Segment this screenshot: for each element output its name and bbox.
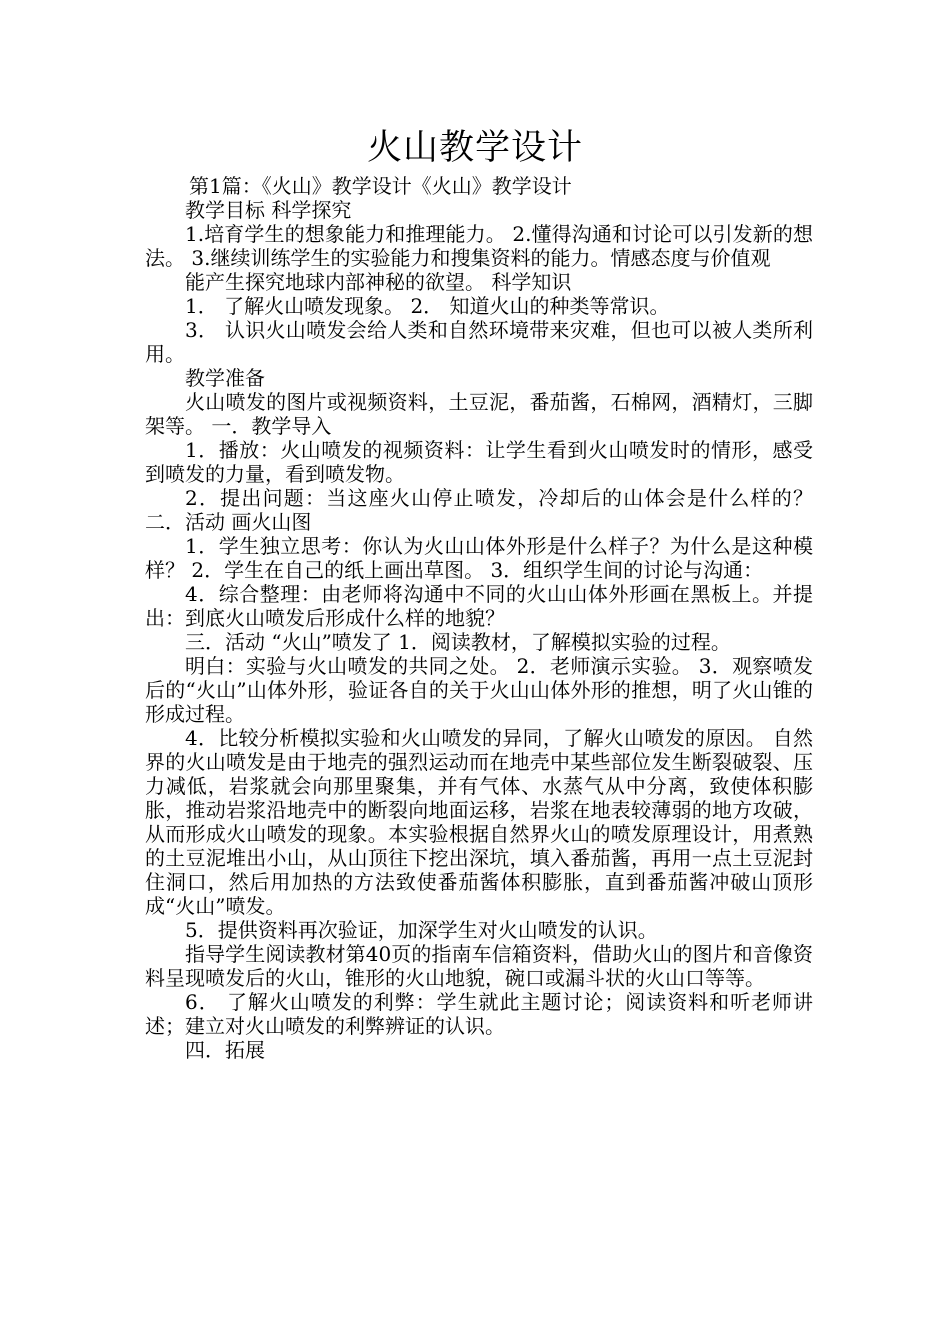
paragraph: 火山喷发的图片或视频资料，土豆泥，番茄酱，石棉网，酒精灯，三脚架等。 一．教学导入 bbox=[145, 390, 813, 438]
paragraph: 1.培育学生的想象能力和推理能力。 2.懂得沟通和讨论可以引发新的想法。 3.继续训练学生的实验能力和搜集资料的能力。情感态度与价值观 bbox=[145, 222, 813, 270]
paragraph: 2．提出问题：当这座火山停止喷发，冷却后的山体会是什么样的？ 二．活动 画火山图 bbox=[145, 486, 813, 534]
paragraph: 3． 认识火山喷发会给人类和自然环境带来灾难，但也可以被人类所利用。 bbox=[145, 318, 813, 366]
paragraph: 5．提供资料再次验证，加深学生对火山喷发的认识。 bbox=[185, 918, 658, 942]
paragraph: 1． 了解火山喷发现象。 2． 知道火山的种类等常识。 bbox=[185, 294, 670, 318]
paragraph: 6． 了解火山喷发的利弊：学生就此主题讨论；阅读资料和听老师讲述；建立对火山喷发的利弊辨证的认识。 bbox=[145, 990, 813, 1038]
paragraph: 教学目标 科学探究 bbox=[185, 198, 352, 222]
paragraph: 教学准备 bbox=[185, 366, 265, 390]
section-heading: 第1篇：《火山》教学设计《火山》教学设计 bbox=[189, 174, 572, 198]
document-body bbox=[145, 174, 813, 1062]
paragraph: 指导学生阅读教材第40页的指南车信箱资料，借助火山的图片和音像资料呈现喷发后的火山，锥形的火山地貌，碗口或漏斗状的火山口等等。 bbox=[145, 942, 813, 990]
paragraph: 能产生探究地球内部神秘的欲望。 科学知识 bbox=[185, 270, 572, 294]
paragraph: 1．播放：火山喷发的视频资料：让学生看到火山喷发时的情形，感受到喷发的力量，看到喷发物。 bbox=[145, 438, 813, 486]
document-title: 火山教学设计 bbox=[366, 128, 583, 168]
paragraph: 1．学生独立思考：你认为火山山体外形是什么样子？为什么是这种模样？ 2．学生在自己的纸上画出草图。 3．组织学生间的讨论与沟通： bbox=[145, 534, 813, 582]
paragraph: 4．比较分析模拟实验和火山喷发的异同，了解火山喷发的原因。 自然界的火山喷发是由于地壳的强烈运动而在地壳中某些部位发生断裂破裂、压力减低，岩浆就会向那里聚集，并有气体、水蒸气从中分离，致使体积膨胀，推动岩浆沿地壳中的断裂向地面运移，岩浆在地表较薄弱的地方攻破，从而形成火山喷发的现象。本实验根据自然界火山的喷发原理设计，用煮熟的土豆泥堆出小山，从山顶往下挖出深坑，填入番茄酱，再用一点土豆泥封住洞口，然后用加热的方法致使番茄酱体积膨胀，直到番茄酱冲破山顶形成“火山”喷发。 bbox=[145, 726, 813, 918]
paragraph: 三．活动 “火山”喷发了 1．阅读教材，了解模拟实验的过程。 bbox=[185, 630, 731, 654]
paragraph: 四．拓展 bbox=[185, 1038, 265, 1062]
paragraph: 明白：实验与火山喷发的共同之处。 2．老师演示实验。 3．观察喷发后的“火山”山体外形，验证各自的关于火山山体外形的推想，明了火山锥的形成过程。 bbox=[145, 654, 813, 726]
paragraph: 4．综合整理：由老师将沟通中不同的火山山体外形画在黑板上。并提出：到底火山喷发后形成什么样的地貌？ bbox=[145, 582, 813, 630]
